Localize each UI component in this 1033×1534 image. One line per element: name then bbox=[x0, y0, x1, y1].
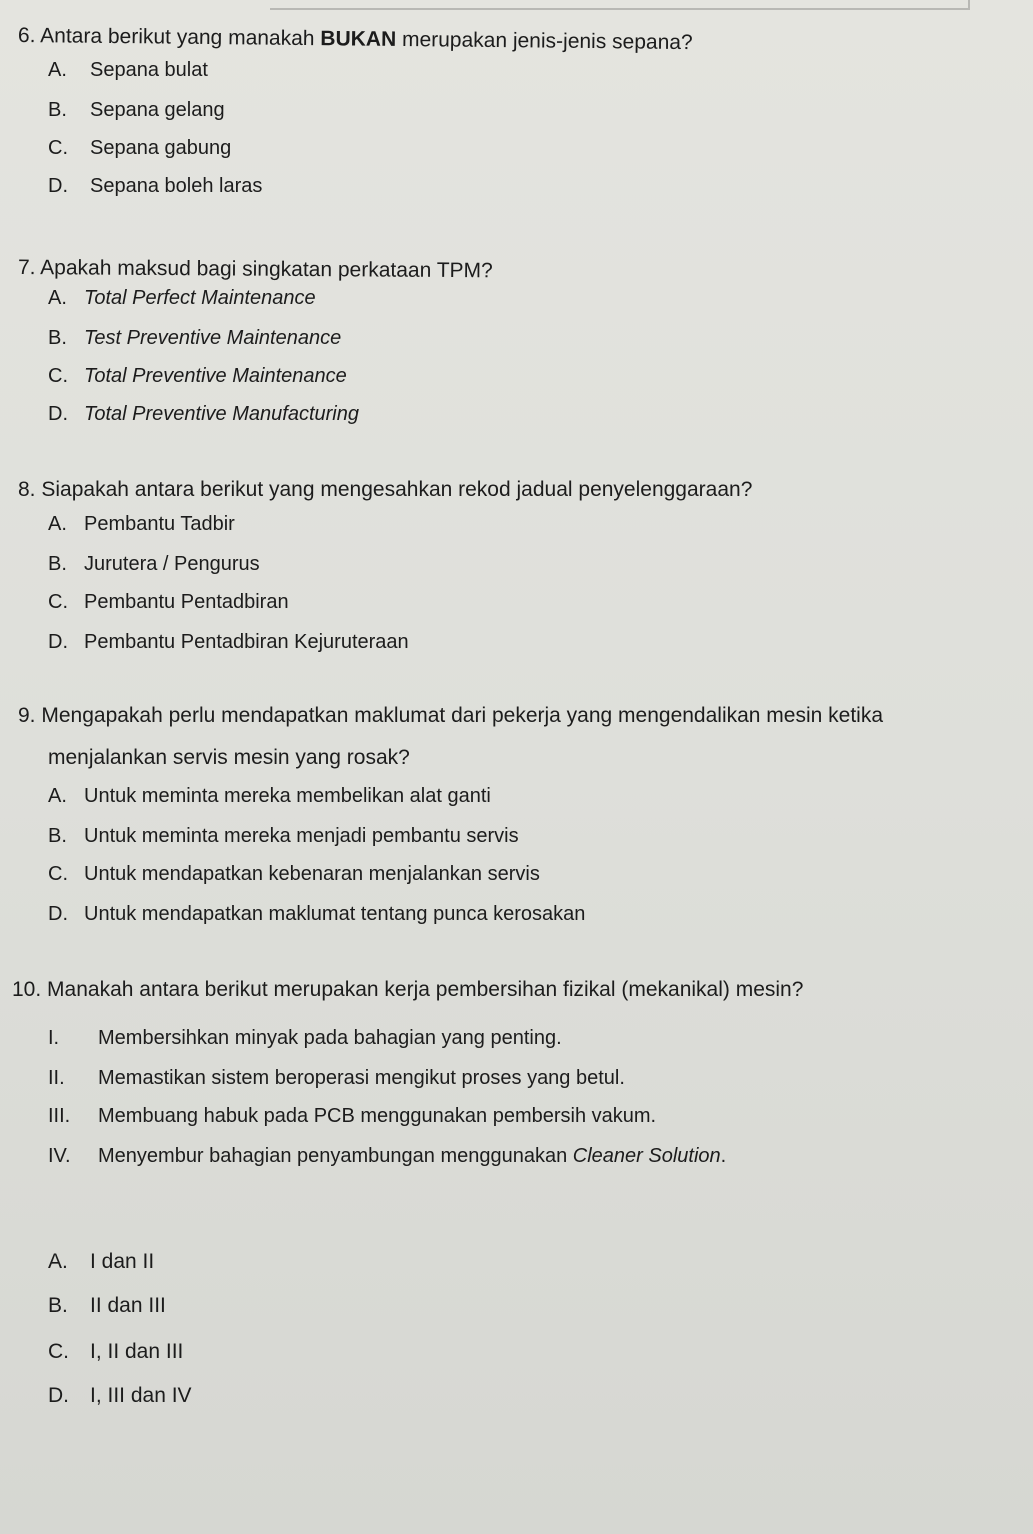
option-b[interactable]: B. II dan III bbox=[48, 1294, 166, 1317]
question-number: 8. bbox=[18, 478, 36, 501]
option-c[interactable]: C. Pembantu Pentadbiran bbox=[48, 591, 289, 613]
option-d[interactable]: D. Pembantu Pentadbiran Kejuruteraan bbox=[48, 631, 409, 653]
option-c[interactable]: C. Total Preventive Maintenance bbox=[48, 365, 347, 387]
statement-iv: IV. Menyembur bahagian penyambungan menggunakan Cleaner Solution. bbox=[48, 1145, 727, 1167]
option-a[interactable]: A. I dan II bbox=[48, 1250, 155, 1273]
question-number: 6. bbox=[17, 24, 36, 48]
statement-i: I. Membersihkan minyak pada bahagian yang penting. bbox=[48, 1027, 562, 1049]
question-8-stem: 8. Siapakah antara berikut yang mengesahkan rekod jadual penyelenggaraan? bbox=[18, 478, 753, 501]
option-a[interactable]: A. Sepana bulat bbox=[48, 59, 208, 81]
option-c[interactable]: C. I, II dan III bbox=[48, 1340, 184, 1363]
option-d[interactable]: D. I, III dan IV bbox=[48, 1384, 192, 1407]
option-b[interactable]: B. Untuk meminta mereka menjadi pembantu servis bbox=[48, 825, 519, 847]
top-rule bbox=[270, 8, 970, 10]
question-10-stem: 10. Manakah antara berikut merupakan kerja pembersihan fizikal (mekanikal) mesin? bbox=[12, 978, 804, 1001]
option-b[interactable]: B. Test Preventive Maintenance bbox=[48, 327, 342, 349]
option-a[interactable]: A. Total Perfect Maintenance bbox=[48, 287, 316, 309]
option-d[interactable]: D. Untuk mendapatkan maklumat tentang punca kerosakan bbox=[48, 903, 586, 925]
option-b[interactable]: B. Sepana gelang bbox=[48, 99, 225, 121]
statement-ii: II. Memastikan sistem beroperasi mengikut proses yang betul. bbox=[48, 1067, 625, 1089]
question-9-stem-line-1: 9. Mengapakah perlu mendapatkan maklumat dari pekerja yang mengendalikan mesin ketika bbox=[18, 704, 884, 727]
question-number: 9. bbox=[18, 704, 36, 727]
emphasis-bukan: BUKAN bbox=[320, 27, 397, 51]
question-6-stem: 6. Antara berikut yang manakah BUKAN merupakan jenis-jenis sepana? bbox=[17, 24, 693, 55]
option-a[interactable]: A. Pembantu Tadbir bbox=[48, 513, 235, 535]
statement-iii: III. Membuang habuk pada PCB menggunakan pembersih vakum. bbox=[48, 1105, 657, 1127]
option-b[interactable]: B. Jurutera / Pengurus bbox=[48, 553, 260, 575]
question-9-stem-line-2: menjalankan servis mesin yang rosak? bbox=[48, 746, 410, 769]
top-rule-end bbox=[968, 0, 970, 10]
option-a[interactable]: A. Untuk meminta mereka membelikan alat ganti bbox=[48, 785, 491, 807]
option-d[interactable]: D. Total Preventive Manufacturing bbox=[48, 403, 359, 425]
option-d[interactable]: D. Sepana boleh laras bbox=[48, 175, 263, 197]
option-c[interactable]: C. Sepana gabung bbox=[48, 137, 232, 159]
question-7-stem: 7. Apakah maksud bagi singkatan perkataan TPM? bbox=[17, 256, 493, 283]
option-c[interactable]: C. Untuk mendapatkan kebenaran menjalankan servis bbox=[48, 863, 540, 885]
question-number: 7. bbox=[17, 256, 36, 280]
question-number: 10. bbox=[12, 978, 42, 1001]
